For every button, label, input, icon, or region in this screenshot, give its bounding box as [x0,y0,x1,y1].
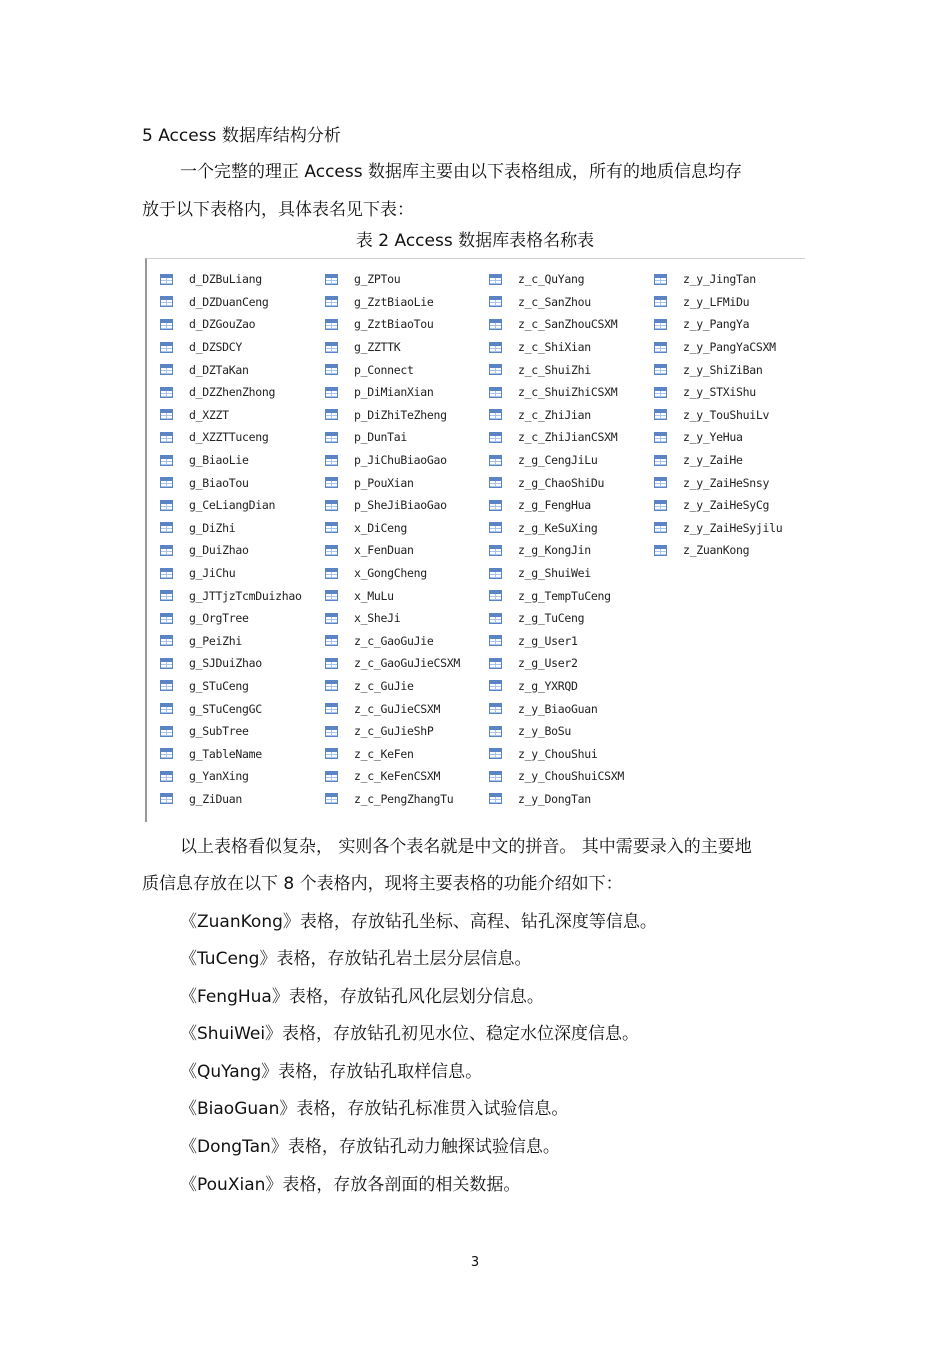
table-icon [160,635,173,646]
table-column-4 [654,268,782,562]
table-icon [325,613,338,624]
table-icon [489,635,502,646]
table-icon [654,409,667,420]
table-list-item [160,517,302,540]
table-name: z_y_LFMiDu [683,294,750,309]
table-list-item [325,630,460,653]
table-list-item [160,562,302,585]
table-name: g_SubTree [189,724,249,739]
table-name: g_SJDuiZhao [189,656,262,671]
description-tuceng: 《TuCeng》表格，存放钻孔岩土层分层信息。 [180,949,532,969]
table-icon [489,726,502,737]
table-list-item [489,426,624,449]
table-name: z_c_ShuiZhi [518,362,591,377]
table-name: g_BiaoLie [189,453,249,468]
table-icon [489,771,502,782]
table-list-item [160,697,302,720]
table-name: z_y_ZaiHeSnsy [683,475,770,490]
description-biaoguan: 《BiaoGuan》表格，存放钻孔标准贯入试验信息。 [180,1099,569,1119]
table-name: p_DiZhiTeZheng [354,407,447,422]
table-list-item [654,381,782,404]
table-icon [654,477,667,488]
table-list-item [160,630,302,653]
table-list-item [160,494,302,517]
table-column-2 [325,268,460,810]
table-name: z_c_ShiXian [518,340,591,355]
table-name: p_JiChuBiaoGao [354,453,447,468]
table-list-item [489,449,624,472]
table-list-item [489,539,624,562]
table-list-item [654,449,782,472]
table-name: z_g_TuCeng [518,611,585,626]
table-icon [160,409,173,420]
table-icon [160,703,173,714]
table-icon [160,613,173,624]
table-name: z_g_KeSuXing [518,520,598,535]
table-icon [160,522,173,533]
table-list-item [489,562,624,585]
table-icon [160,658,173,669]
table-list-item [160,268,302,291]
table-name: g_YanXing [189,769,249,784]
table-list-item [160,358,302,381]
table-column-1 [160,268,302,810]
table-list-item [325,539,460,562]
table-name: g_DuiZhao [189,543,249,558]
table-name: z_c_PengZhangTu [354,791,454,806]
table-name: z_g_ChaoShiDu [518,475,605,490]
table-list-item [489,697,624,720]
table-name: z_y_ZaiHeSyjilu [683,520,783,535]
table-icon [325,364,338,375]
table-list-item [325,404,460,427]
table-list-item [489,381,624,404]
table-list-item [160,336,302,359]
table-icon [654,455,667,466]
description-quyang: 《QuYang》表格，存放钻孔取样信息。 [180,1062,483,1082]
table-icon [489,274,502,285]
table-icon [160,319,173,330]
table-list-item [489,788,624,811]
table-name: g_JiChu [189,566,236,581]
table-name: z_c_ShuiZhiCSXM [518,385,618,400]
table-name: z_y_PangYa [683,317,750,332]
table-caption: 表 2 Access 数据库表格名称表 [355,231,595,251]
table-list-item [160,584,302,607]
table-list-item [325,675,460,698]
table-name: g_CeLiangDian [189,498,276,513]
table-name: z_y_STXiShu [683,385,756,400]
table-list-item [325,268,460,291]
table-name: z_c_GuJieCSXM [354,701,441,716]
description-zuankong: 《ZuanKong》表格，存放钻孔坐标、高程、钻孔深度等信息。 [180,912,657,932]
table-list-item [160,539,302,562]
table-list-item [489,675,624,698]
table-icon [160,545,173,556]
table-list-item [654,494,782,517]
table-icon [325,793,338,804]
table-icon [489,342,502,353]
table-name: z_g_User1 [518,633,578,648]
table-name: z_c_KeFenCSXM [354,769,441,784]
table-name: d_DZZhenZhong [189,385,276,400]
table-list-item [654,268,782,291]
table-icon [160,342,173,353]
table-name: d_DZBuLiang [189,272,262,287]
table-icon [325,500,338,511]
table-icon [325,545,338,556]
table-icon [489,680,502,691]
table-icon [160,387,173,398]
table-list-item [654,313,782,336]
table-list-item [160,652,302,675]
table-name: z_c_ZhiJianCSXM [518,430,618,445]
table-icon [160,274,173,285]
table-list-item [325,449,460,472]
table-icon [325,455,338,466]
table-list-item [654,517,782,540]
table-icon [325,658,338,669]
table-list-item [325,720,460,743]
table-name: p_SheJiBiaoGao [354,498,447,513]
table-icon [489,748,502,759]
table-list-item [160,788,302,811]
table-icon [489,522,502,533]
table-name: d_DZDuanCeng [189,294,269,309]
table-icon [489,590,502,601]
table-list-item [160,404,302,427]
table-list-item [325,742,460,765]
table-name: z_y_ZaiHeSyCg [683,498,770,513]
table-name: g_PeiZhi [189,633,242,648]
description-pouxian: 《PouXian》表格，存放各剖面的相关数据。 [180,1175,521,1195]
table-list-item [160,607,302,630]
section-heading: 5 Access 数据库结构分析 [142,126,341,146]
table-icon [325,635,338,646]
table-icon [160,568,173,579]
table-name: z_y_BiaoGuan [518,701,598,716]
table-list-item [160,720,302,743]
table-icon [160,500,173,511]
table-icon [489,500,502,511]
table-icon [654,500,667,511]
table-icon [160,364,173,375]
description-fenghua: 《FengHua》表格，存放钻孔风化层划分信息。 [180,987,544,1007]
table-name: g_BiaoTou [189,475,249,490]
table-icon [160,680,173,691]
table-list-item [654,471,782,494]
table-list-item [489,404,624,427]
table-name: z_y_DongTan [518,791,591,806]
table-name: g_ZZTTK [354,340,401,355]
table-list-item [489,652,624,675]
table-icon [325,522,338,533]
table-icon [325,771,338,782]
table-list-item [325,697,460,720]
table-icon [489,387,502,398]
table-icon [325,477,338,488]
table-icon [654,387,667,398]
table-name: x_DiCeng [354,520,407,535]
table-icon [325,703,338,714]
table-name: z_c_KeFen [354,746,414,761]
table-list-item [325,381,460,404]
table-name: z_c_GuJieShP [354,724,434,739]
table-list-item [325,652,460,675]
table-icon [654,342,667,353]
table-name: z_c_GuJie [354,678,414,693]
table-name: p_PouXian [354,475,414,490]
table-list-item [325,313,460,336]
table-name: z_y_ZaiHe [683,453,743,468]
table-name: z_g_YXRQD [518,678,578,693]
table-icon [489,703,502,714]
table-icon [654,274,667,285]
table-name: z_c_SanZhou [518,294,591,309]
table-icon [489,793,502,804]
summary-paragraph-line-2: 质信息存放在以下 8 个表格内，现将主要表格的功能介绍如下： [142,874,623,894]
table-name: d_XZZTTuceng [189,430,269,445]
table-icon [160,726,173,737]
table-icon [325,387,338,398]
table-list-item [489,517,624,540]
table-list-item [489,268,624,291]
table-list-item [654,336,782,359]
table-list-item [489,291,624,314]
table-name: d_DZTaKan [189,362,249,377]
table-list-item [489,494,624,517]
table-icon [160,455,173,466]
table-list-item [325,336,460,359]
intro-paragraph-line-2: 放于以下表格内，具体表名见下表： [142,200,414,220]
page-number: 3 [470,1255,480,1270]
table-name: z_y_TouShuiLv [683,407,770,422]
table-name: z_y_BoSu [518,724,571,739]
table-name: z_y_ShiZiBan [683,362,763,377]
table-icon [654,364,667,375]
table-name: z_g_CengJiLu [518,453,598,468]
intro-paragraph-line-1: 一个完整的理正 Access 数据库主要由以下表格组成，所有的地质信息均存 [180,162,743,182]
table-name: g_STuCeng [189,678,249,693]
table-list-item [160,471,302,494]
table-list-item [654,426,782,449]
table-list-screenshot [145,258,805,822]
table-name: z_y_ChouShui [518,746,598,761]
table-list-item [325,607,460,630]
table-name: g_ZPTou [354,272,401,287]
summary-paragraph-line-1: 以上表格看似复杂， 实则各个表名就是中文的拼音。 其中需要录入的主要地 [180,837,752,857]
table-icon [325,726,338,737]
table-icon [489,545,502,556]
table-icon [325,342,338,353]
table-list-item [489,720,624,743]
table-icon [489,432,502,443]
table-icon [489,319,502,330]
table-name: z_c_SanZhouCSXM [518,317,618,332]
table-list-item [489,765,624,788]
table-name: z_y_YeHua [683,430,743,445]
description-shuiwei: 《ShuiWei》表格，存放钻孔初见水位、稳定水位深度信息。 [180,1024,640,1044]
table-icon [325,319,338,330]
table-icon [160,590,173,601]
table-icon [489,364,502,375]
table-name: g_ZztBiaoLie [354,294,434,309]
table-list-item [325,584,460,607]
table-list-item [160,426,302,449]
table-list-item [654,404,782,427]
table-name: g_ZiDuan [189,791,242,806]
table-column-3 [489,268,624,810]
table-name: x_GongCheng [354,566,427,581]
table-list-item [160,381,302,404]
table-name: x_MuLu [354,588,394,603]
table-list-item [325,517,460,540]
table-list-item [489,336,624,359]
table-list-item [654,358,782,381]
table-name: d_DZGouZao [189,317,256,332]
table-name: g_JTTjzTcmDuizhao [189,588,302,603]
table-name: g_STuCengGC [189,701,262,716]
table-list-item [654,291,782,314]
table-icon [654,522,667,533]
table-list-item [489,630,624,653]
table-list-item [325,291,460,314]
table-name: z_g_FengHua [518,498,591,513]
table-list-item [489,607,624,630]
table-list-item [489,471,624,494]
table-list-item [160,449,302,472]
table-name: g_ZztBiaoTou [354,317,434,332]
table-name: g_DiZhi [189,520,236,535]
table-name: z_c_QuYang [518,272,585,287]
description-dongtan: 《DongTan》表格，存放钻孔动力触探试验信息。 [180,1137,560,1157]
table-icon [654,545,667,556]
table-list-item [325,562,460,585]
table-list-item [160,313,302,336]
table-icon [654,296,667,307]
table-name: z_c_ZhiJian [518,407,591,422]
table-icon [160,748,173,759]
table-list-item [325,358,460,381]
table-list-item [325,765,460,788]
table-list-item [325,471,460,494]
table-icon [160,432,173,443]
table-list-item [325,426,460,449]
table-icon [654,319,667,330]
table-icon [489,613,502,624]
table-icon [325,274,338,285]
table-name: z_c_GaoGuJie [354,633,434,648]
table-list-item [160,765,302,788]
table-icon [325,568,338,579]
table-name: p_DiMianXian [354,385,434,400]
table-name: x_SheJi [354,611,401,626]
table-list-item [160,291,302,314]
table-icon [160,477,173,488]
table-icon [160,793,173,804]
table-name: z_g_ShuiWei [518,566,591,581]
table-icon [325,590,338,601]
table-name: z_c_GaoGuJieCSXM [354,656,460,671]
table-list-item [160,742,302,765]
table-icon [160,771,173,782]
table-name: g_OrgTree [189,611,249,626]
table-name: z_ZuanKong [683,543,750,558]
table-list-item [325,788,460,811]
table-name: z_g_User2 [518,656,578,671]
table-name: z_g_KongJin [518,543,591,558]
table-icon [325,409,338,420]
table-name: g_TableName [189,746,262,761]
table-icon [489,658,502,669]
table-icon [489,568,502,579]
table-name: z_y_JingTan [683,272,756,287]
table-list-item [160,675,302,698]
table-icon [325,432,338,443]
table-name: x_FenDuan [354,543,414,558]
table-name: p_Connect [354,362,414,377]
table-icon [325,296,338,307]
table-icon [325,748,338,759]
table-name: d_DZSDCY [189,340,242,355]
table-icon [160,296,173,307]
table-name: d_XZZT [189,407,229,422]
table-icon [654,432,667,443]
table-list-item [489,584,624,607]
table-name: z_g_TempTuCeng [518,588,611,603]
table-list-item [325,494,460,517]
table-icon [489,477,502,488]
table-list-item [489,313,624,336]
table-list-item [654,539,782,562]
table-icon [489,296,502,307]
table-name: p_DunTai [354,430,407,445]
table-icon [489,409,502,420]
table-icon [489,455,502,466]
table-list-item [489,742,624,765]
table-name: z_y_PangYaCSXM [683,340,776,355]
table-icon [325,680,338,691]
table-name: z_y_ChouShuiCSXM [518,769,624,784]
table-list-item [489,358,624,381]
